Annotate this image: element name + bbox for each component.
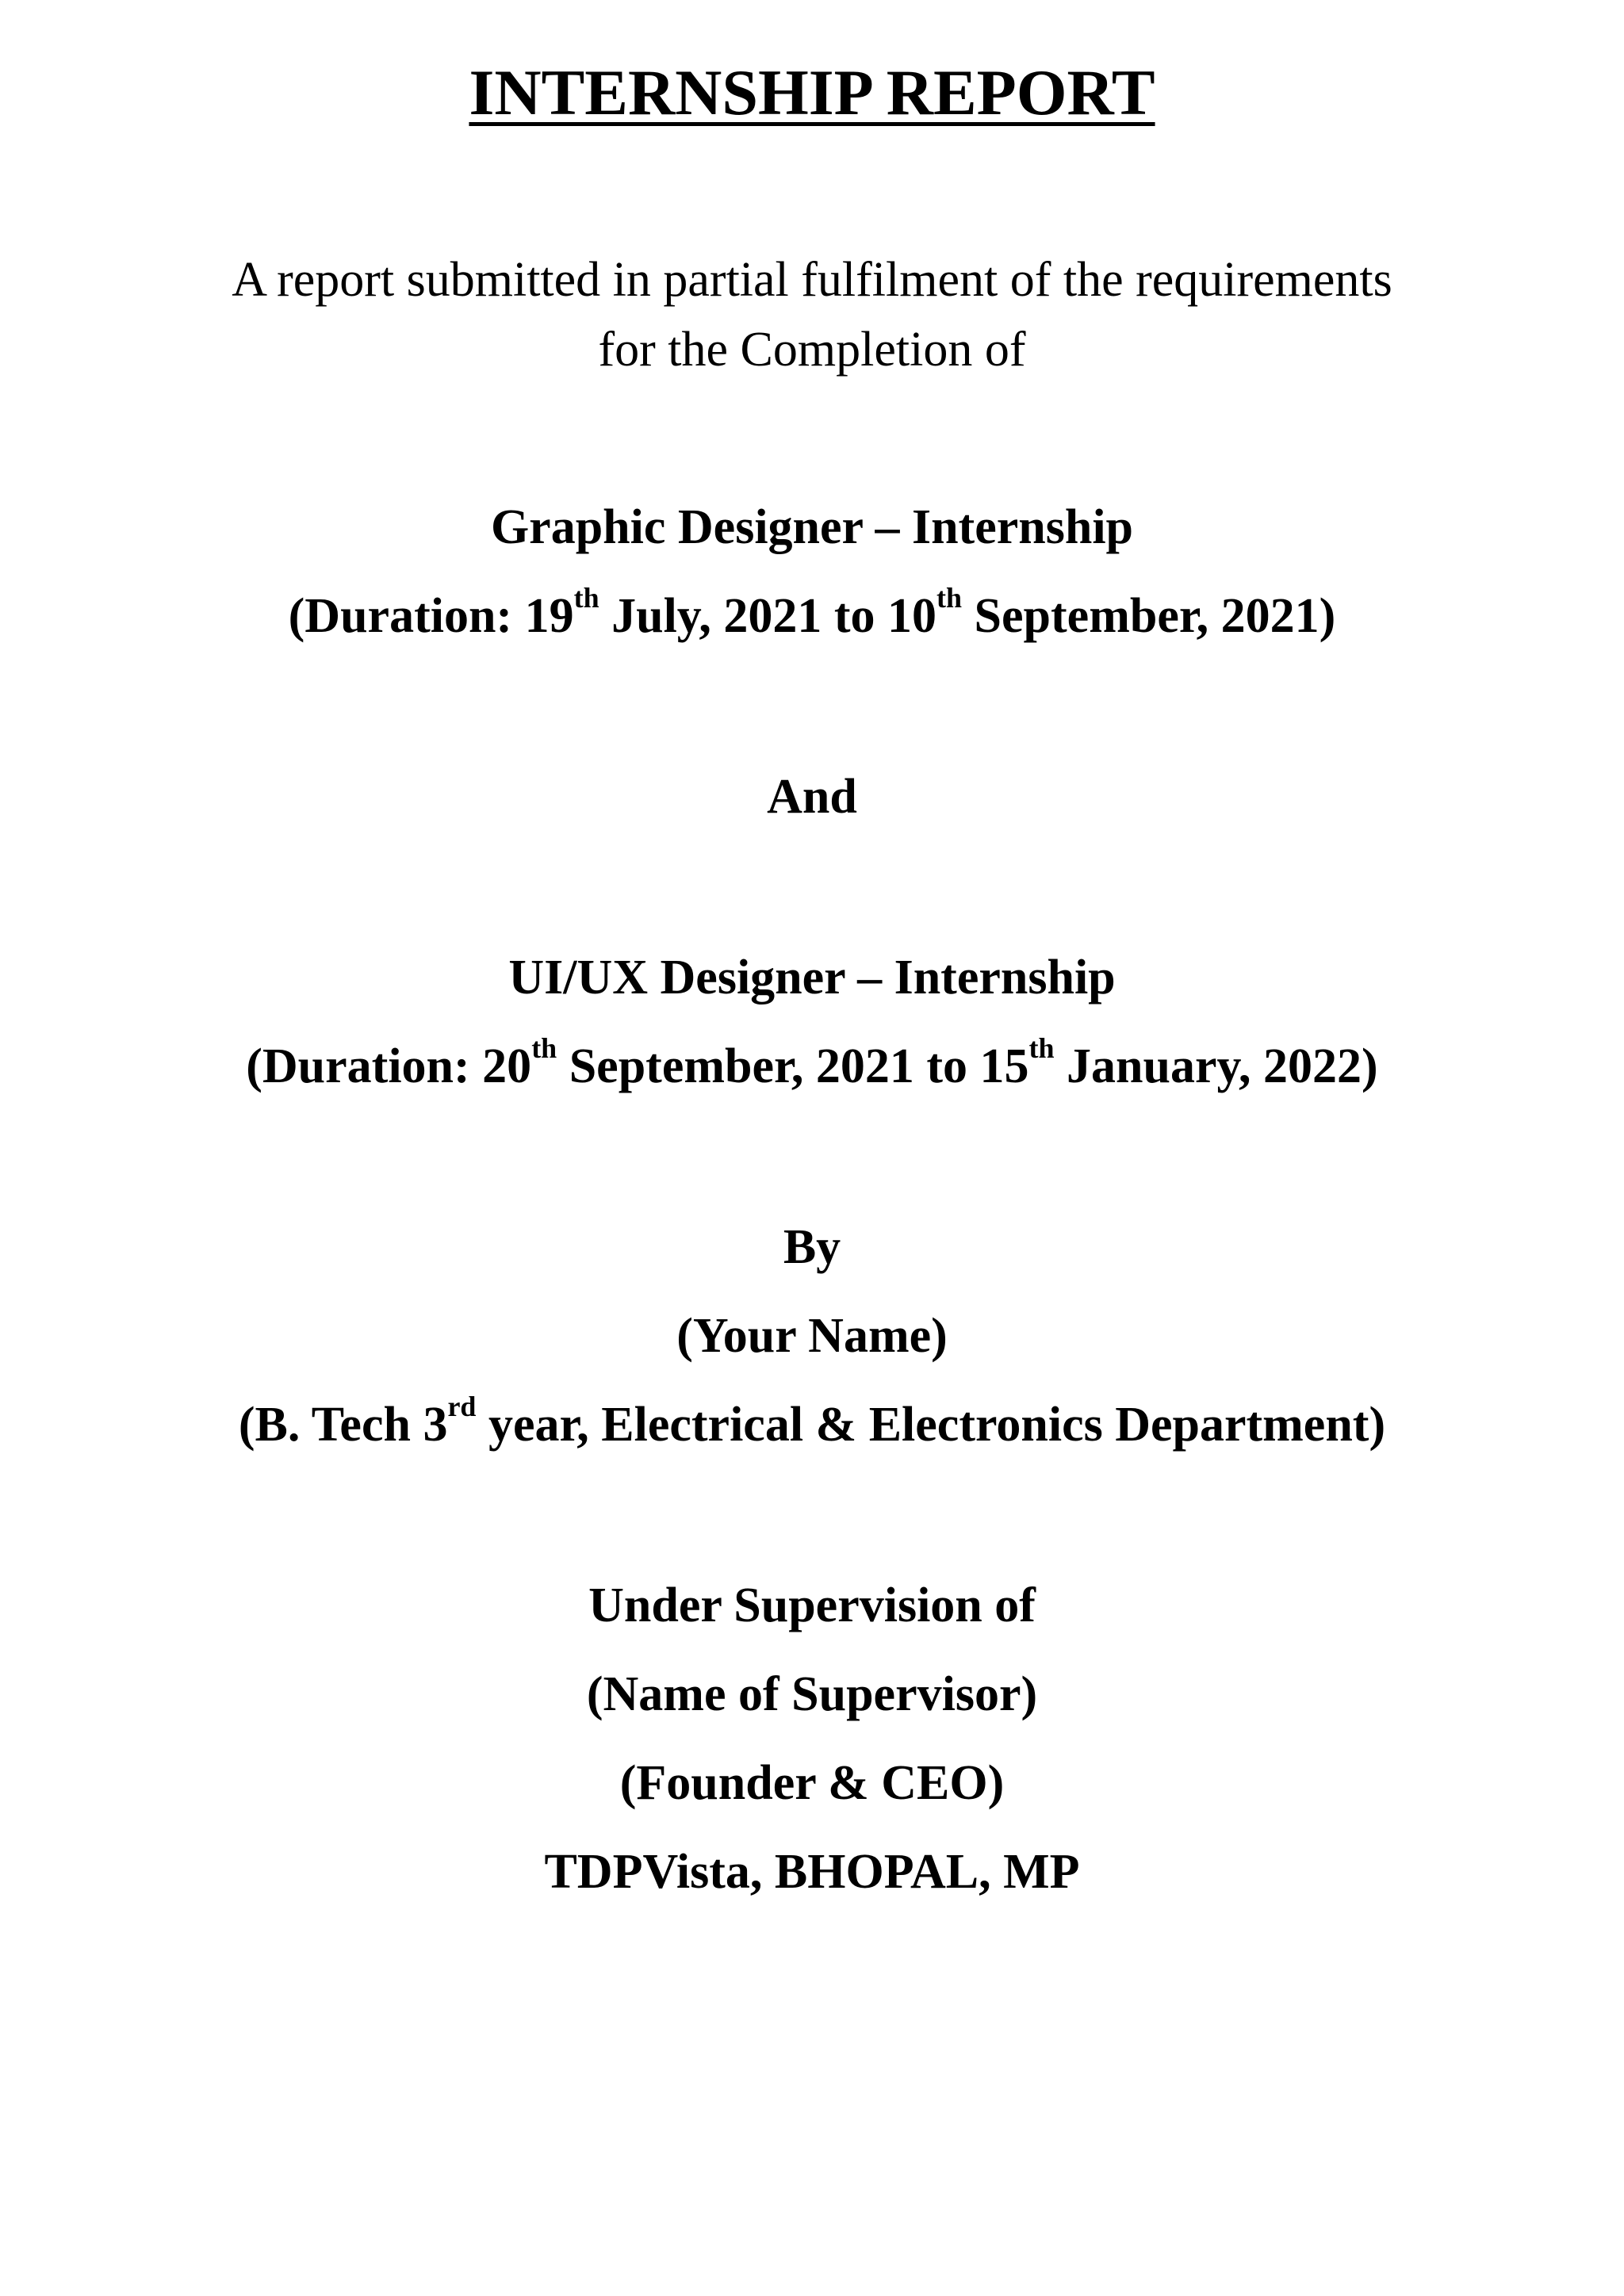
author-detail <box>0 1391 1624 1453</box>
author-detail-prefix: (B. Tech 3 <box>238 1398 448 1452</box>
intro-line-2: for the Completion of <box>598 323 1026 377</box>
duration-2-middle: September, 2021 to 15 <box>557 1039 1029 1093</box>
supervisor-name: (Name of Supervisor) <box>586 1667 1038 1721</box>
internship-2-role: UI/UX Designer – Internship <box>508 951 1116 1004</box>
author-detail-ordinal: rd <box>447 1391 477 1422</box>
duration-2-ordinal-end: th <box>1028 1032 1055 1064</box>
duration-1-suffix: September, 2021) <box>962 589 1336 643</box>
conjunction-and: And <box>767 770 857 824</box>
organization: TDPVista, BHOPAL, MP <box>544 1845 1080 1899</box>
duration-1-prefix: (Duration: 19 <box>288 589 574 643</box>
author-name: (Your Name) <box>676 1309 948 1363</box>
internship-2-duration <box>0 1032 1624 1095</box>
by-label: By <box>783 1220 841 1274</box>
internship-1-duration <box>0 582 1624 645</box>
duration-2-prefix: (Duration: 20 <box>246 1039 532 1093</box>
duration-1-ordinal-start: th <box>573 582 599 614</box>
intro-line-1: A report submitted in partial fulfilment of the requirements <box>232 253 1392 307</box>
internship-1-role: Graphic Designer – Internship <box>490 500 1134 554</box>
duration-1-ordinal-end: th <box>936 582 963 614</box>
supervision-label: Under Supervision of <box>588 1578 1036 1632</box>
duration-1-middle: July, 2021 to 10 <box>599 589 937 643</box>
supervisor-role: (Founder & CEO) <box>619 1756 1005 1810</box>
author-detail-suffix: year, Electrical & Electronics Department) <box>476 1398 1386 1452</box>
report-title: INTERNSHIP REPORT <box>469 56 1155 128</box>
duration-2-suffix: January, 2022) <box>1054 1039 1378 1093</box>
duration-2-ordinal-start: th <box>531 1032 557 1064</box>
